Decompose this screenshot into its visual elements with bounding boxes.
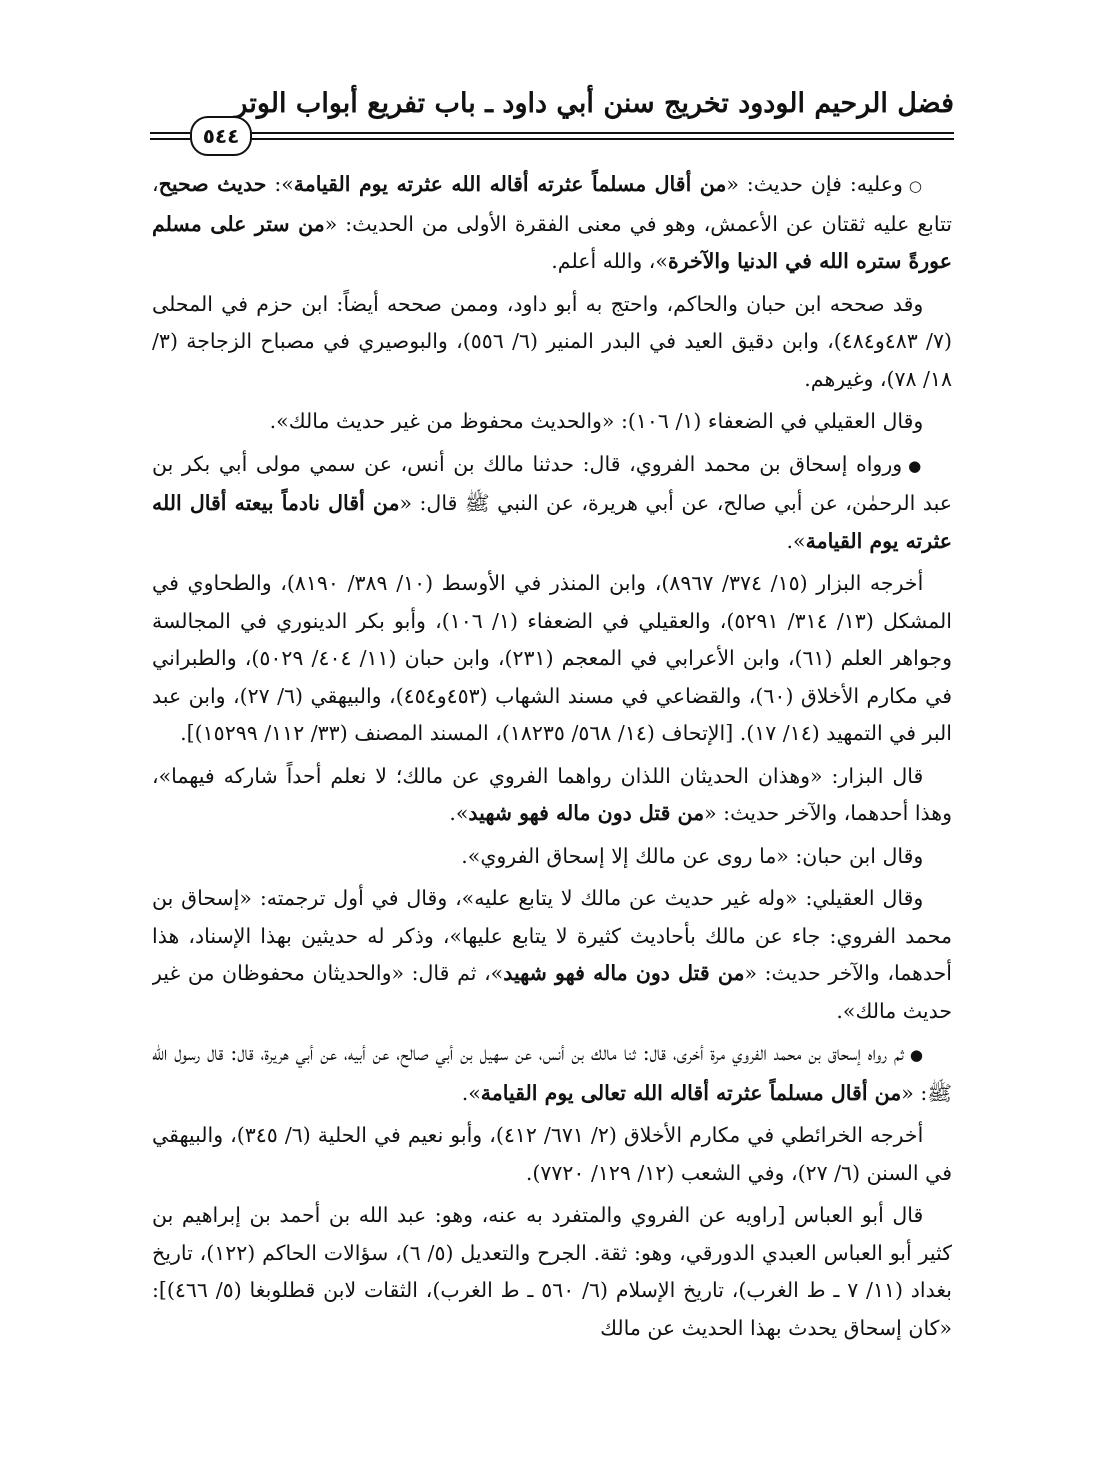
paragraph: ○وعليه: فإن حديث: «من أقال مسلماً عثرته أقاله الله عثرته يوم القيامة»: حديث صحيح، تتابع عليه ثقتان عن الأعمش، وهو في معنى الفقرة الأولى من الحديث: «من ستر على مسلم عورةً ستره الله في الدنيا والآخرة»، والله أعلم. [152, 172, 952, 273]
header-rule-tail [150, 138, 190, 140]
page-number-badge [190, 116, 252, 156]
paragraph: وقال العقيلي: «وله غير حديث عن مالك لا يتابع عليه»، وقال في أول ترجمته: «إسحاق بن محمد الفروي: جاء عن مالك بأحاديث كثيرة لا يتابع عليها»، وذكر له حديثين بهذا الإسناد، هذا أحدهما، والآخر حديث: «من قتل دون ماله فهو شهيد»، ثم قال: «والحديثان محفوظان من غير حديث مالك». [152, 886, 952, 1023]
running-title: فضل الرحيم الودود تخريج سنن أبي داود ـ باب تفريع أبواب الوتر [234, 88, 954, 119]
hollow-circle-icon: ○ [908, 177, 924, 195]
filled-circle-icon: ● [908, 456, 924, 475]
page-body [152, 166, 952, 1411]
paragraph: وقال ابن حبان: «ما روى عن مالك إلا إسحاق الفروي». [461, 843, 924, 868]
page-header [150, 88, 954, 150]
paragraph: قال البزار: «وهذان الحديثان اللذان رواهما الفروي عن مالك؛ لا نعلم أحداً شاركه فيهما»، وهذا أحدهما، والآخر حديث: «من قتل دون ماله فهو شهيد». [152, 763, 952, 825]
paragraph: أخرجه البزار (١٥/ ٣٧٤/ ٨٩٦٧)، وابن المنذر في الأوسط (١٠/ ٣٨٩/ ٨١٩٠)، والطحاوي في المشكل (١٣/ ٣١٤/ ٥٢٩١)، والعقيلي في الضعفاء (١/ ١٠٦)، وأبو بكر الدينوري في المجالسة وجواهر العلم (٦١)، وابن الأعرابي في المعجم (٢٣١)، وابن حبان (١١/ ٤٠٤/ ٥٠٢٩)، والطبراني في مكارم الأخلاق (٦٠)، والقضاعي في مسند الشهاب (٤٥٣و٤٥٤)، والبيهقي (٦/ ٢٧)، وابن عبد البر في التمهيد (١٤/ ١٧). [الإتحاف (١٤/ ٥٦٨/ ١٨٢٣٥)، المسند المصنف (٣٣/ ١١٢/ ١٥٢٩٩)]. [152, 571, 952, 745]
paragraph: وقد صححه ابن حبان والحاكم، واحتج به أبو داود، وممن صححه أيضاً: ابن حزم في المحلى (٧/ ٤٨٣و٤٨٤)، وابن دقيق العيد في البدر المنير (٦/ ٥٥٦)، والبوصيري في مصباح الزجاجة (٣/ ١٨/ ٧٨)، وغيرهم. [152, 291, 952, 391]
header-rule-tail [150, 132, 190, 134]
hadith-quote: من قتل دون ماله فهو شهيد [503, 961, 745, 985]
hadith-quote: من ستر على مسلم عورةً ستره الله في الدنيا والآخرة [152, 211, 952, 273]
verdict: حديث صحيح [158, 172, 267, 196]
filled-circle-icon: ● [909, 1046, 924, 1064]
hadith-quote: من أقال مسلماً عثرته أقاله الله تعالى يوم القيامة [480, 1080, 902, 1105]
paragraph: ●ورواه إسحاق بن محمد الفروي، قال: حدثنا مالك بن أنس، عن سمي مولى أبي بكر بن عبد الرحمٰن، عن أبي صالح، عن أبي هريرة، عن النبي ﷺ قال: «من أقال نادماً بيعته أقال الله عثرته يوم القيامة». [152, 451, 952, 553]
page-number: ٥٤٤ [202, 124, 240, 148]
paragraph: أخرجه الخرائطي في مكارم الأخلاق (٢/ ٦٧١/ ٤١٢)، وأبو نعيم في الحلية (٦/ ٣٤٥)، والبيهقي في السنن (٦/ ٢٧)، وفي الشعب (١٢/ ١٢٩/ ٧٧٢٠). [152, 1123, 952, 1185]
paragraph: ●ثم رواه إسحاق بن محمد الفروي مرة أخرى، قال: ثنا مالك بن أنس، عن سهيل بن أبي صالح، عن أبيه، عن أبي هريرة، قال: قال رسول الله ﷺ: «من أقال مسلماً عثرته أقاله الله تعالى يوم القيامة». [152, 1041, 952, 1105]
header-rule [246, 138, 954, 140]
hadith-quote: من أقال نادماً بيعته أقال الله عثرته يوم القيامة [152, 491, 952, 553]
hadith-quote: من قتل دون ماله فهو شهيد [468, 801, 705, 825]
hadith-quote: من أقال مسلماً عثرته أقاله الله عثرته يوم القيامة [293, 172, 727, 196]
header-rule [246, 132, 954, 134]
paragraph: قال أبو العباس [راويه عن الفروي والمتفرد به عنه، وهو: عبد الله بن أحمد بن إبراهيم بن كثير أبو العباس العبدي الدورقي، وهو: ثقة. الجرح والتعديل (٥/ ٦)، سؤالات الحاكم (١٢٢)، تاريخ بغداد (١١/ ٧ ـ ط الغرب)، تاريخ الإسلام (٦/ ٥٦٠ ـ ط الغرب)، الثقات لابن قطلوبغا (٥/ ٤٦٦)]: «كان إسحاق يحدث بهذا الحديث عن مالك [152, 1203, 952, 1340]
paragraph: وقال العقيلي في الضعفاء (١/ ١٠٦): «والحديث محفوظ من غير حديث مالك». [269, 409, 924, 433]
